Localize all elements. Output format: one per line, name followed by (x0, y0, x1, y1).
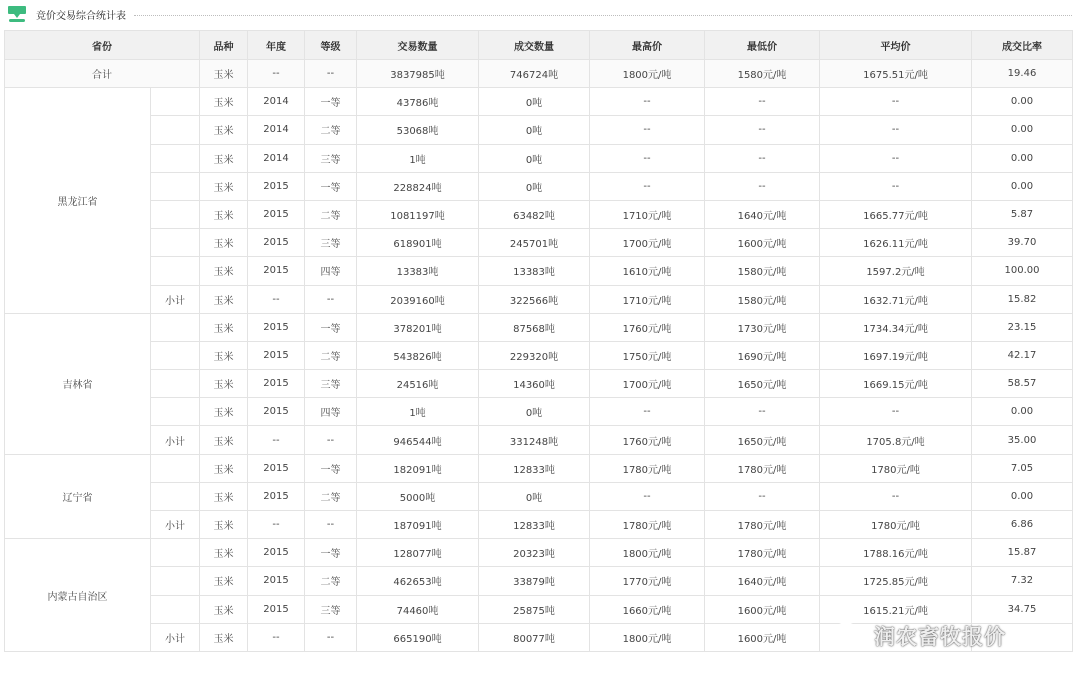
cell-min: -- (705, 116, 820, 144)
cell-volume: 187091吨 (357, 511, 479, 539)
cell-avg: -- (820, 172, 972, 200)
total-label: 合计 (5, 60, 200, 88)
cell-avg: 1675.51元/吨 (820, 60, 972, 88)
subtotal-label (151, 200, 200, 228)
col-header-year: 年度 (248, 31, 305, 60)
cell-deal: 245701吨 (479, 229, 590, 257)
cell-year: 2015 (248, 398, 305, 426)
col-header-grade: 等级 (305, 31, 357, 60)
table-row (5, 539, 1073, 567)
cell-grade: -- (305, 426, 357, 454)
cell-grade: 一等 (305, 454, 357, 482)
wechat-icon (832, 621, 868, 651)
stats-table (4, 30, 1073, 652)
cell-year: 2015 (248, 370, 305, 398)
cell-variety: 玉米 (200, 595, 248, 623)
cell-min: 1650元/吨 (705, 370, 820, 398)
cell-grade: 三等 (305, 229, 357, 257)
cell-variety: 玉米 (200, 454, 248, 482)
cell-max: 1770元/吨 (590, 567, 705, 595)
cell-grade: 二等 (305, 482, 357, 510)
cell-avg: 1626.11元/吨 (820, 229, 972, 257)
cell-grade: -- (305, 285, 357, 313)
cell-min: -- (705, 482, 820, 510)
cell-volume: 3837985吨 (357, 60, 479, 88)
subtotal-label (151, 370, 200, 398)
cell-min: 1640元/吨 (705, 567, 820, 595)
cell-max: 1710元/吨 (590, 285, 705, 313)
cell-avg: -- (820, 116, 972, 144)
table-row (5, 200, 1073, 228)
cell-grade: 一等 (305, 313, 357, 341)
cell-max: 1700元/吨 (590, 370, 705, 398)
cell-avg: 1597.2元/吨 (820, 257, 972, 285)
table-row (5, 257, 1073, 285)
subtotal-label (151, 482, 200, 510)
cell-volume: 128077吨 (357, 539, 479, 567)
cell-min: 1690元/吨 (705, 341, 820, 369)
cell-avg: 1725.85元/吨 (820, 567, 972, 595)
cell-year: -- (248, 623, 305, 651)
cell-max: 1800元/吨 (590, 623, 705, 651)
cell-year: 2014 (248, 88, 305, 116)
subtotal-row (5, 285, 1073, 313)
header-row (5, 31, 1073, 60)
cell-min: 1780元/吨 (705, 454, 820, 482)
comment-icon (6, 5, 28, 23)
subtotal-label (151, 398, 200, 426)
cell-min: 1640元/吨 (705, 200, 820, 228)
col-header-max: 最高价 (590, 31, 705, 60)
cell-rate: 7.32 (972, 567, 1073, 595)
cell-rate: 42.17 (972, 341, 1073, 369)
cell-deal: 322566吨 (479, 285, 590, 313)
cell-deal: 0吨 (479, 398, 590, 426)
cell-avg: 1632.71元/吨 (820, 285, 972, 313)
cell-deal: 331248吨 (479, 426, 590, 454)
subtotal-label (151, 172, 200, 200)
cell-deal: 33879吨 (479, 567, 590, 595)
cell-variety: 玉米 (200, 567, 248, 595)
cell-grade: 二等 (305, 341, 357, 369)
cell-variety: 玉米 (200, 257, 248, 285)
cell-rate: 15.87 (972, 539, 1073, 567)
col-header-volume: 交易数量 (357, 31, 479, 60)
table-row (5, 567, 1073, 595)
cell-deal: 20323吨 (479, 539, 590, 567)
cell-volume: 53068吨 (357, 116, 479, 144)
cell-deal: 12833吨 (479, 511, 590, 539)
province-cell: 辽宁省 (5, 454, 151, 539)
cell-rate: 0.00 (972, 398, 1073, 426)
cell-rate: 0.00 (972, 116, 1073, 144)
cell-volume: 618901吨 (357, 229, 479, 257)
cell-rate: 0.00 (972, 172, 1073, 200)
cell-volume: 665190吨 (357, 623, 479, 651)
cell-year: 2015 (248, 172, 305, 200)
cell-min: 1780元/吨 (705, 539, 820, 567)
col-header-rate: 成交比率 (972, 31, 1073, 60)
cell-avg: 1780元/吨 (820, 454, 972, 482)
cell-avg: -- (820, 88, 972, 116)
province-cell: 黑龙江省 (5, 88, 151, 314)
table-row (5, 454, 1073, 482)
table-row (5, 116, 1073, 144)
cell-max: -- (590, 144, 705, 172)
province-cell: 内蒙古自治区 (5, 539, 151, 652)
cell-deal: 0吨 (479, 144, 590, 172)
col-header-deal: 成交数量 (479, 31, 590, 60)
total-row (5, 60, 1073, 88)
table-row (5, 398, 1073, 426)
cell-grade: -- (305, 623, 357, 651)
cell-year: 2015 (248, 313, 305, 341)
cell-year: -- (248, 426, 305, 454)
cell-rate: 6.86 (972, 511, 1073, 539)
cell-variety: 玉米 (200, 511, 248, 539)
cell-rate: 0.00 (972, 144, 1073, 172)
cell-avg: 1665.77元/吨 (820, 200, 972, 228)
cell-grade: 三等 (305, 144, 357, 172)
col-header-variety: 品种 (200, 31, 248, 60)
cell-max: -- (590, 116, 705, 144)
cell-max: 1800元/吨 (590, 60, 705, 88)
table-row (5, 172, 1073, 200)
cell-year: 2015 (248, 341, 305, 369)
subtotal-label (151, 454, 200, 482)
subtotal-label (151, 567, 200, 595)
table-header-bar (4, 4, 1076, 24)
watermark-text: 润农畜牧报价 (874, 625, 1006, 649)
cell-year: 2015 (248, 539, 305, 567)
cell-volume: 74460吨 (357, 595, 479, 623)
cell-variety: 玉米 (200, 426, 248, 454)
table-row (5, 370, 1073, 398)
table-row (5, 341, 1073, 369)
subtotal-row (5, 426, 1073, 454)
subtotal-row (5, 511, 1073, 539)
cell-rate: 39.70 (972, 229, 1073, 257)
cell-rate: 0.00 (972, 88, 1073, 116)
cell-rate: 5.87 (972, 200, 1073, 228)
cell-grade: 三等 (305, 595, 357, 623)
cell-year: 2015 (248, 482, 305, 510)
cell-deal: 80077吨 (479, 623, 590, 651)
cell-year: 2015 (248, 257, 305, 285)
cell-variety: 玉米 (200, 482, 248, 510)
cell-min: -- (705, 144, 820, 172)
subtotal-label: 小计 (151, 623, 200, 651)
cell-variety: 玉米 (200, 229, 248, 257)
cell-variety: 玉米 (200, 623, 248, 651)
cell-max: -- (590, 398, 705, 426)
cell-min: 1600元/吨 (705, 229, 820, 257)
table-title: 竞价交易综合统计表 (36, 10, 126, 22)
cell-variety: 玉米 (200, 313, 248, 341)
cell-avg: -- (820, 398, 972, 426)
cell-deal: 0吨 (479, 116, 590, 144)
cell-deal: 13383吨 (479, 257, 590, 285)
cell-volume: 24516吨 (357, 370, 479, 398)
cell-deal: 746724吨 (479, 60, 590, 88)
province-cell: 吉林省 (5, 313, 151, 454)
cell-year: -- (248, 60, 305, 88)
cell-rate: 19.46 (972, 60, 1073, 88)
cell-avg: 1615.21元/吨 (820, 595, 972, 623)
cell-volume: 378201吨 (357, 313, 479, 341)
cell-max: 1760元/吨 (590, 426, 705, 454)
cell-year: 2014 (248, 144, 305, 172)
cell-rate: 15.82 (972, 285, 1073, 313)
subtotal-label: 小计 (151, 511, 200, 539)
cell-variety: 玉米 (200, 200, 248, 228)
cell-volume: 543826吨 (357, 341, 479, 369)
cell-grade: 一等 (305, 88, 357, 116)
subtotal-label: 小计 (151, 285, 200, 313)
cell-deal: 63482吨 (479, 200, 590, 228)
subtotal-label (151, 116, 200, 144)
cell-year: 2015 (248, 567, 305, 595)
subtotal-label (151, 539, 200, 567)
subtotal-label (151, 144, 200, 172)
cell-volume: 946544吨 (357, 426, 479, 454)
cell-grade: 二等 (305, 116, 357, 144)
cell-min: 1730元/吨 (705, 313, 820, 341)
cell-deal: 12833吨 (479, 454, 590, 482)
cell-deal: 0吨 (479, 172, 590, 200)
cell-max: 1660元/吨 (590, 595, 705, 623)
cell-max: 1700元/吨 (590, 229, 705, 257)
table-row (5, 313, 1073, 341)
cell-grade: 二等 (305, 200, 357, 228)
cell-variety: 玉米 (200, 116, 248, 144)
cell-rate: 58.57 (972, 370, 1073, 398)
cell-min: 1580元/吨 (705, 257, 820, 285)
cell-max: 1800元/吨 (590, 539, 705, 567)
cell-max: 1750元/吨 (590, 341, 705, 369)
cell-variety: 玉米 (200, 172, 248, 200)
cell-grade: 四等 (305, 257, 357, 285)
cell-volume: 43786吨 (357, 88, 479, 116)
cell-deal: 229320吨 (479, 341, 590, 369)
subtotal-label (151, 229, 200, 257)
cell-min: -- (705, 172, 820, 200)
cell-year: -- (248, 285, 305, 313)
cell-variety: 玉米 (200, 88, 248, 116)
cell-variety: 玉米 (200, 144, 248, 172)
cell-rate: 0.00 (972, 482, 1073, 510)
cell-max: 1610元/吨 (590, 257, 705, 285)
cell-grade: 四等 (305, 398, 357, 426)
subtotal-label (151, 313, 200, 341)
cell-min: 1780元/吨 (705, 511, 820, 539)
cell-variety: 玉米 (200, 370, 248, 398)
cell-volume: 2039160吨 (357, 285, 479, 313)
cell-grade: 一等 (305, 539, 357, 567)
cell-avg: 1788.16元/吨 (820, 539, 972, 567)
cell-max: 1710元/吨 (590, 200, 705, 228)
cell-volume: 1081197吨 (357, 200, 479, 228)
cell-min: -- (705, 88, 820, 116)
cell-variety: 玉米 (200, 341, 248, 369)
cell-avg: 1734.34元/吨 (820, 313, 972, 341)
col-header-min: 最低价 (705, 31, 820, 60)
cell-volume: 462653吨 (357, 567, 479, 595)
cell-rate: 7.05 (972, 454, 1073, 482)
subtotal-label (151, 257, 200, 285)
cell-volume: 228824吨 (357, 172, 479, 200)
cell-year: 2015 (248, 454, 305, 482)
divider (134, 15, 1072, 16)
table-row (5, 144, 1073, 172)
table-row (5, 482, 1073, 510)
cell-grade: 二等 (305, 567, 357, 595)
cell-avg: 1669.15元/吨 (820, 370, 972, 398)
cell-max: -- (590, 482, 705, 510)
cell-rate: 34.75 (972, 595, 1073, 623)
cell-avg: -- (820, 144, 972, 172)
cell-grade: 三等 (305, 370, 357, 398)
cell-volume: 13383吨 (357, 257, 479, 285)
cell-deal: 0吨 (479, 482, 590, 510)
subtotal-label (151, 595, 200, 623)
cell-avg: -- (820, 482, 972, 510)
subtotal-label (151, 88, 200, 116)
cell-max: 1780元/吨 (590, 511, 705, 539)
cell-variety: 玉米 (200, 60, 248, 88)
cell-volume: 1吨 (357, 144, 479, 172)
cell-grade: 一等 (305, 172, 357, 200)
cell-max: -- (590, 172, 705, 200)
cell-grade: -- (305, 511, 357, 539)
cell-variety: 玉米 (200, 539, 248, 567)
subtotal-label: 小计 (151, 426, 200, 454)
cell-avg: 1780元/吨 (820, 511, 972, 539)
cell-deal: 0吨 (479, 88, 590, 116)
col-header-province: 省份 (5, 31, 200, 60)
cell-max: 1780元/吨 (590, 454, 705, 482)
table-row (5, 229, 1073, 257)
cell-year: 2014 (248, 116, 305, 144)
cell-grade: -- (305, 60, 357, 88)
cell-deal: 14360吨 (479, 370, 590, 398)
subtotal-label (151, 341, 200, 369)
cell-year: 2015 (248, 229, 305, 257)
cell-min: 1600元/吨 (705, 595, 820, 623)
table-row (5, 88, 1073, 116)
cell-variety: 玉米 (200, 398, 248, 426)
cell-rate: 100.00 (972, 257, 1073, 285)
cell-year: -- (248, 511, 305, 539)
cell-avg: 1697.19元/吨 (820, 341, 972, 369)
cell-min: -- (705, 398, 820, 426)
cell-max: -- (590, 88, 705, 116)
cell-deal: 25875吨 (479, 595, 590, 623)
cell-min: 1580元/吨 (705, 285, 820, 313)
col-header-avg: 平均价 (820, 31, 972, 60)
cell-min: 1580元/吨 (705, 60, 820, 88)
cell-variety: 玉米 (200, 285, 248, 313)
cell-year: 2015 (248, 595, 305, 623)
cell-avg: 1705.8元/吨 (820, 426, 972, 454)
cell-rate: 23.15 (972, 313, 1073, 341)
cell-rate: 35.00 (972, 426, 1073, 454)
cell-deal: 87568吨 (479, 313, 590, 341)
cell-min: 1600元/吨 (705, 623, 820, 651)
cell-min: 1650元/吨 (705, 426, 820, 454)
watermark (832, 618, 1006, 654)
cell-volume: 182091吨 (357, 454, 479, 482)
cell-max: 1760元/吨 (590, 313, 705, 341)
cell-year: 2015 (248, 200, 305, 228)
cell-volume: 1吨 (357, 398, 479, 426)
cell-volume: 5000吨 (357, 482, 479, 510)
